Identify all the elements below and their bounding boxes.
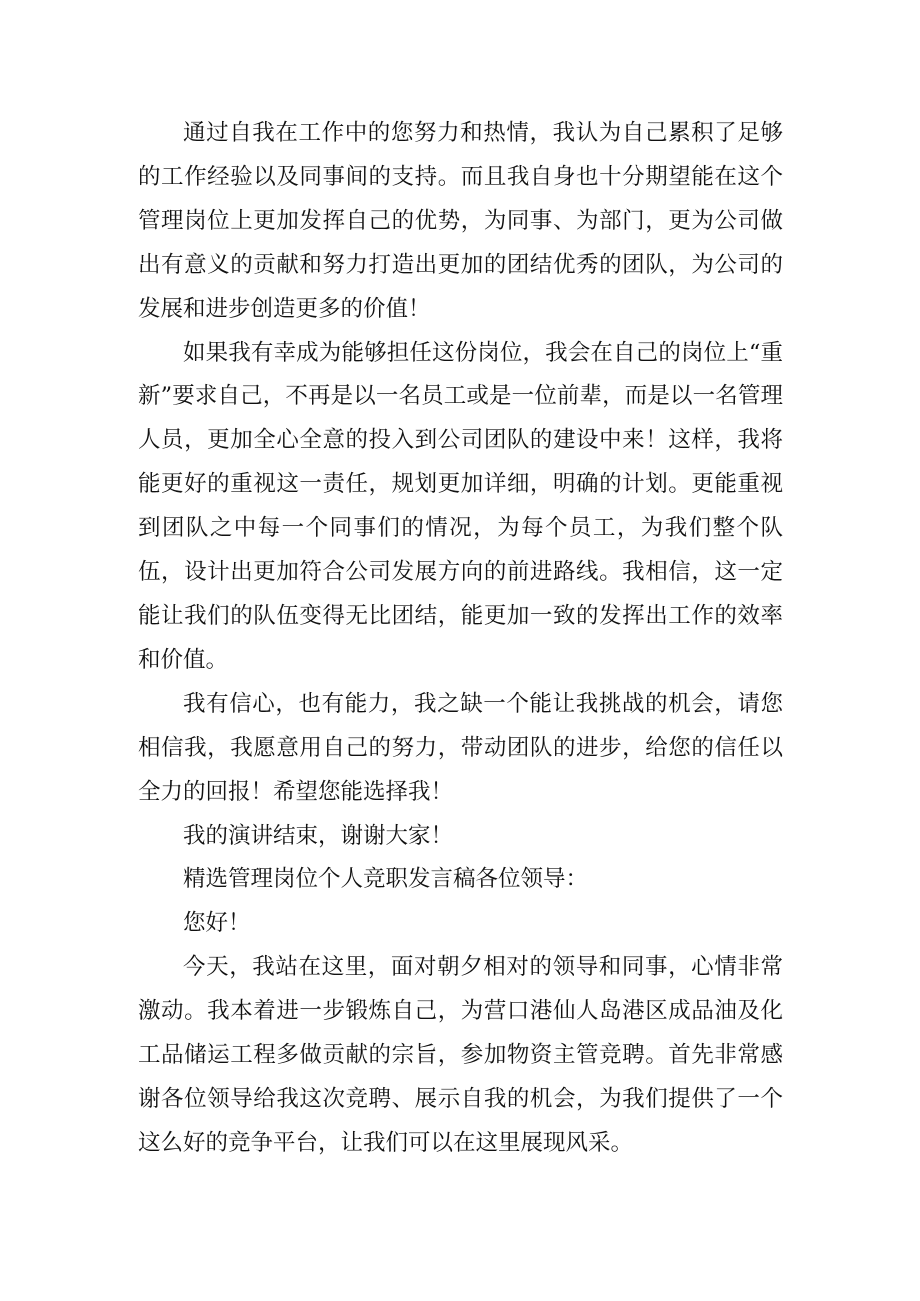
paragraph-speech-title: 精选管理岗位个人竞职发言稿各位领导： xyxy=(183,866,589,893)
document-body xyxy=(138,112,783,1166)
paragraph-greeting: 您好！ xyxy=(183,910,251,937)
paragraph-introduction: 今天，我站在这里，面对朝夕相对的领导和同事，心情非常激动。我本着进一步锻炼自己，为营口港仙人岛港区成品油及化工品储运工程多做贡献的宗旨，参加物资主管竞聘。首先非常感谢各位领导给我这次竞聘、展示自我的机会，为我们提供了一个这么好的竞争平台，让我们可以在这里展现风采。 xyxy=(138,954,783,1156)
paragraph-experience: 通过自我在工作中的您努力和热情，我认为自己累积了足够的工作经验以及同事间的支持。而且我自身也十分期望能在这个管理岗位上更加发挥自己的优势，为同事、为部门，更为公司做出有意义的贡献和努力打造出更加的团结优秀的团队，为公司的发展和进步创造更多的价值！ xyxy=(138,120,783,322)
paragraph-confidence: 我有信心，也有能力，我之缺一个能让我挑战的机会，请您相信我，我愿意用自己的努力，带动团队的进步，给您的信任以全力的回报！希望您能选择我！ xyxy=(138,690,783,805)
paragraph-commitment: 如果我有幸成为能够担任这份岗位，我会在自己的岗位上“重新”要求自己，不再是以一名员工或是一位前辈，而是以一名管理人员，更加全心全意的投入到公司团队的建设中来！这样，我将能更好的重视这一责任，规划更加详细，明确的计划。更能重视到团队之中每一个同事们的情况，为每个员工，为我们整个队伍，设计出更加符合公司发展方向的前进路线。我相信，这一定能让我们的队伍变得无比团结，能更加一致的发挥出工作的效率和价值。 xyxy=(138,339,783,673)
paragraph-closing: 我的演讲结束，谢谢大家！ xyxy=(183,822,454,849)
